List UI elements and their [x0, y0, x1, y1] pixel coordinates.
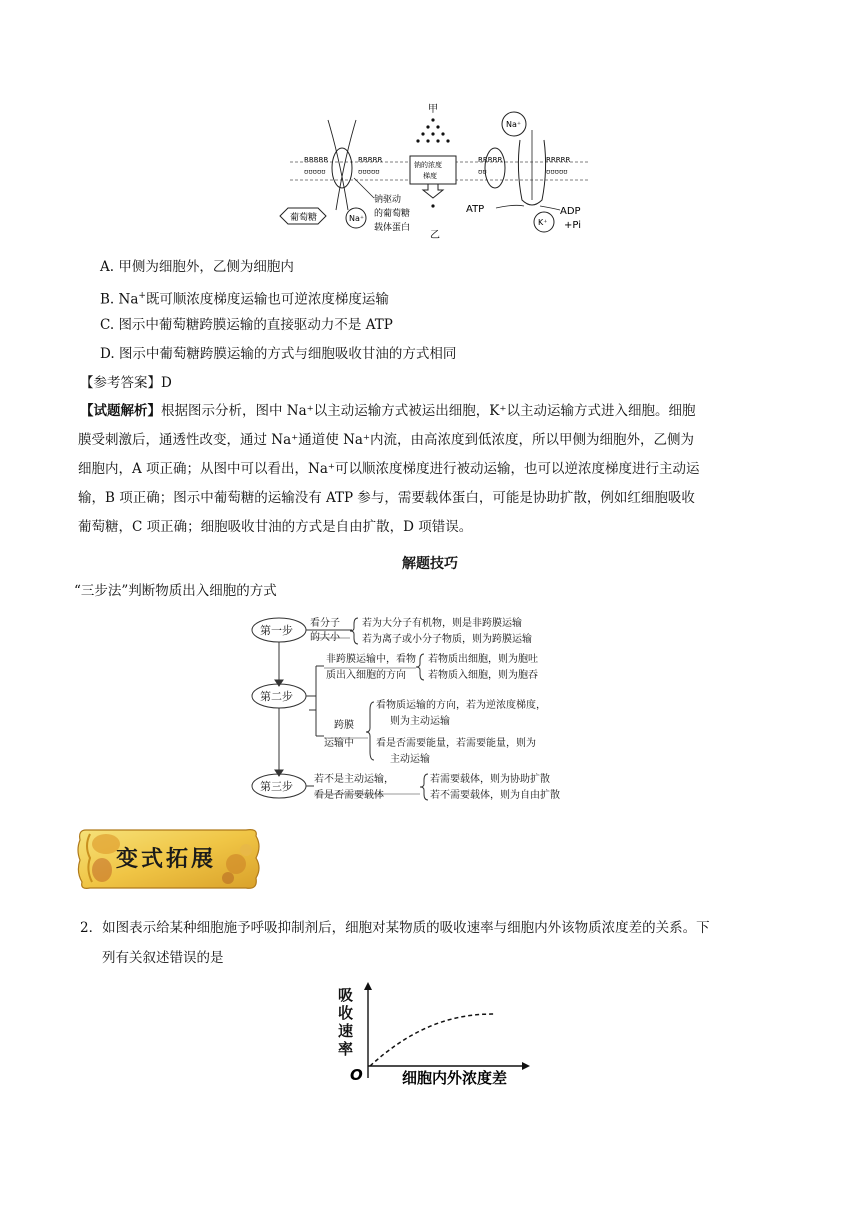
svg-text:钠的浓度: 钠的浓度	[414, 161, 442, 169]
glucose-label: 葡萄糖	[290, 213, 318, 223]
svg-text:跨膜: 跨膜	[334, 720, 354, 731]
x-axis-label: 细胞内外浓度差	[402, 1069, 508, 1087]
svg-text:若不需要载体，则为自由扩散: 若不需要载体，则为自由扩散	[430, 790, 560, 801]
svg-text:载体蛋白: 载体蛋白	[374, 223, 411, 233]
pi-label: +Pi	[564, 220, 581, 231]
ylabel-char-2: 收	[338, 1004, 354, 1022]
x-axis-arrow	[522, 1062, 530, 1070]
svg-text:RRRRR: RRRRR	[546, 156, 571, 164]
svg-text:看物质运输的方向，若为逆浓度梯度，: 看物质运输的方向，若为逆浓度梯度，	[376, 700, 546, 711]
svg-text:看是否需要能量，若需要能量，则为: 看是否需要能量，若需要能量，则为	[376, 738, 536, 749]
svg-text:的葡萄糖: 的葡萄糖	[374, 209, 411, 219]
svg-text:看分子: 看分子	[310, 618, 340, 629]
question-number: 2．	[80, 920, 103, 936]
svg-text:若物质入细胞，则为胞吞: 若物质入细胞，则为胞吞	[428, 670, 538, 681]
svg-text:钠驱动: 钠驱动	[374, 195, 402, 205]
option-d: D. 图示中葡萄糖跨膜运输的方式与细胞吸收甘油的方式相同	[100, 346, 457, 362]
origin-label: O	[350, 1066, 363, 1084]
lipid-label: RRRRR	[304, 156, 329, 164]
analysis-paragraph: 【试题解析】根据图示分析，图中 Na⁺以主动运输方式被运出细胞，K⁺以主动运输方式进入细胞。细胞 膜受刺激后，通透性改变，通过 Na⁺通道使 Na⁺内流，由高浓度到低浓度，所以甲侧为细胞外，乙侧为 细胞内，A 项正确；从图中可以看出，Na⁺可以顺浓度梯度进行被动运输，也可以逆浓度梯度进行主动运 输，B 项正确；图示中葡萄糖的运输没有 ATP 参与，需要载体蛋白，可能是协助扩散，例如红细胞吸收 葡萄糖，C 项正确；细胞吸收甘油的方式是自由扩散，D 项错误。	[78, 403, 700, 535]
svg-text:ʊʊʊʊʊ: ʊʊʊʊʊ	[546, 168, 568, 176]
yi-label: 乙	[430, 230, 440, 241]
y-axis-arrow	[364, 982, 372, 990]
adp-label: ADP	[560, 206, 581, 217]
series-curve	[370, 1014, 495, 1066]
svg-text:质出入细胞的方向: 质出入细胞的方向	[326, 670, 406, 681]
svg-text:看是否需要载体: 看是否需要载体	[314, 790, 384, 801]
jia-label: 甲	[428, 104, 438, 115]
atp-label: ATP	[466, 204, 485, 215]
svg-text:若物质出细胞，则为胞吐: 若物质出细胞，则为胞吐	[428, 654, 538, 665]
svg-text:非跨膜运输中，看物: 非跨膜运输中，看物	[326, 654, 416, 665]
step2-node: 第二步	[260, 690, 293, 703]
three-step-flowchart	[244, 610, 624, 810]
svg-text:若为离子或小分子物质，则为跨膜运输: 若为离子或小分子物质，则为跨膜运输	[362, 634, 532, 645]
membrane-transport-diagram	[270, 100, 600, 250]
svg-text:的大小: 的大小	[310, 632, 340, 643]
reference-answer: 【参考答案】D	[80, 375, 172, 391]
svg-text:若不是主动运输，: 若不是主动运输，	[314, 774, 394, 785]
svg-text:若为大分子有机物，则是非跨膜运输: 若为大分子有机物，则是非跨膜运输	[362, 618, 522, 629]
svg-text:RRRRR: RRRRR	[478, 156, 503, 164]
k-ion: K⁺	[538, 218, 548, 227]
na-ion-left: Na⁺	[349, 214, 365, 223]
svg-text:ʊʊʊʊʊ: ʊʊʊʊʊ	[358, 168, 380, 176]
ylabel-char-4: 率	[338, 1040, 354, 1058]
question-2: 2．如图表示给某种细胞施予呼吸抑制剂后，细胞对某物质的吸收速率与细胞内外该物质浓度差的关系。下 列有关叙述错误的是	[80, 920, 710, 966]
absorption-rate-chart	[330, 980, 540, 1090]
svg-text:则为主动运输: 则为主动运输	[390, 716, 450, 727]
tips-title: 解题技巧	[402, 556, 458, 572]
tips-intro: “三步法”判断物质出入细胞的方式	[74, 583, 277, 599]
banner-text: 变式拓展	[116, 846, 217, 872]
na-ion-top: Na⁺	[506, 120, 522, 129]
svg-text:梯度: 梯度	[423, 172, 437, 180]
ylabel-char-1: 吸	[338, 986, 354, 1004]
option-b: B. Na+既可顺浓度梯度运输也可逆浓度梯度运输	[100, 291, 389, 308]
svg-text:若需要载体，则为协助扩散: 若需要载体，则为协助扩散	[430, 774, 550, 785]
svg-text:RRRRR: RRRRR	[358, 156, 383, 164]
svg-text:运输中: 运输中	[324, 738, 354, 749]
step1-node: 第一步	[260, 624, 293, 637]
svg-text:主动运输: 主动运输	[390, 754, 430, 765]
option-c: C. 图示中葡萄糖跨膜运输的直接驱动力不是 ATP	[100, 317, 393, 333]
ylabel-char-3: 速	[338, 1022, 354, 1040]
variant-extension-banner	[76, 824, 262, 894]
step3-node: 第三步	[260, 780, 293, 793]
svg-text:ʊʊ: ʊʊ	[478, 168, 487, 176]
svg-text:ʊʊʊʊʊ: ʊʊʊʊʊ	[304, 168, 326, 176]
option-a: A. 甲侧为细胞外，乙侧为细胞内	[100, 259, 294, 275]
